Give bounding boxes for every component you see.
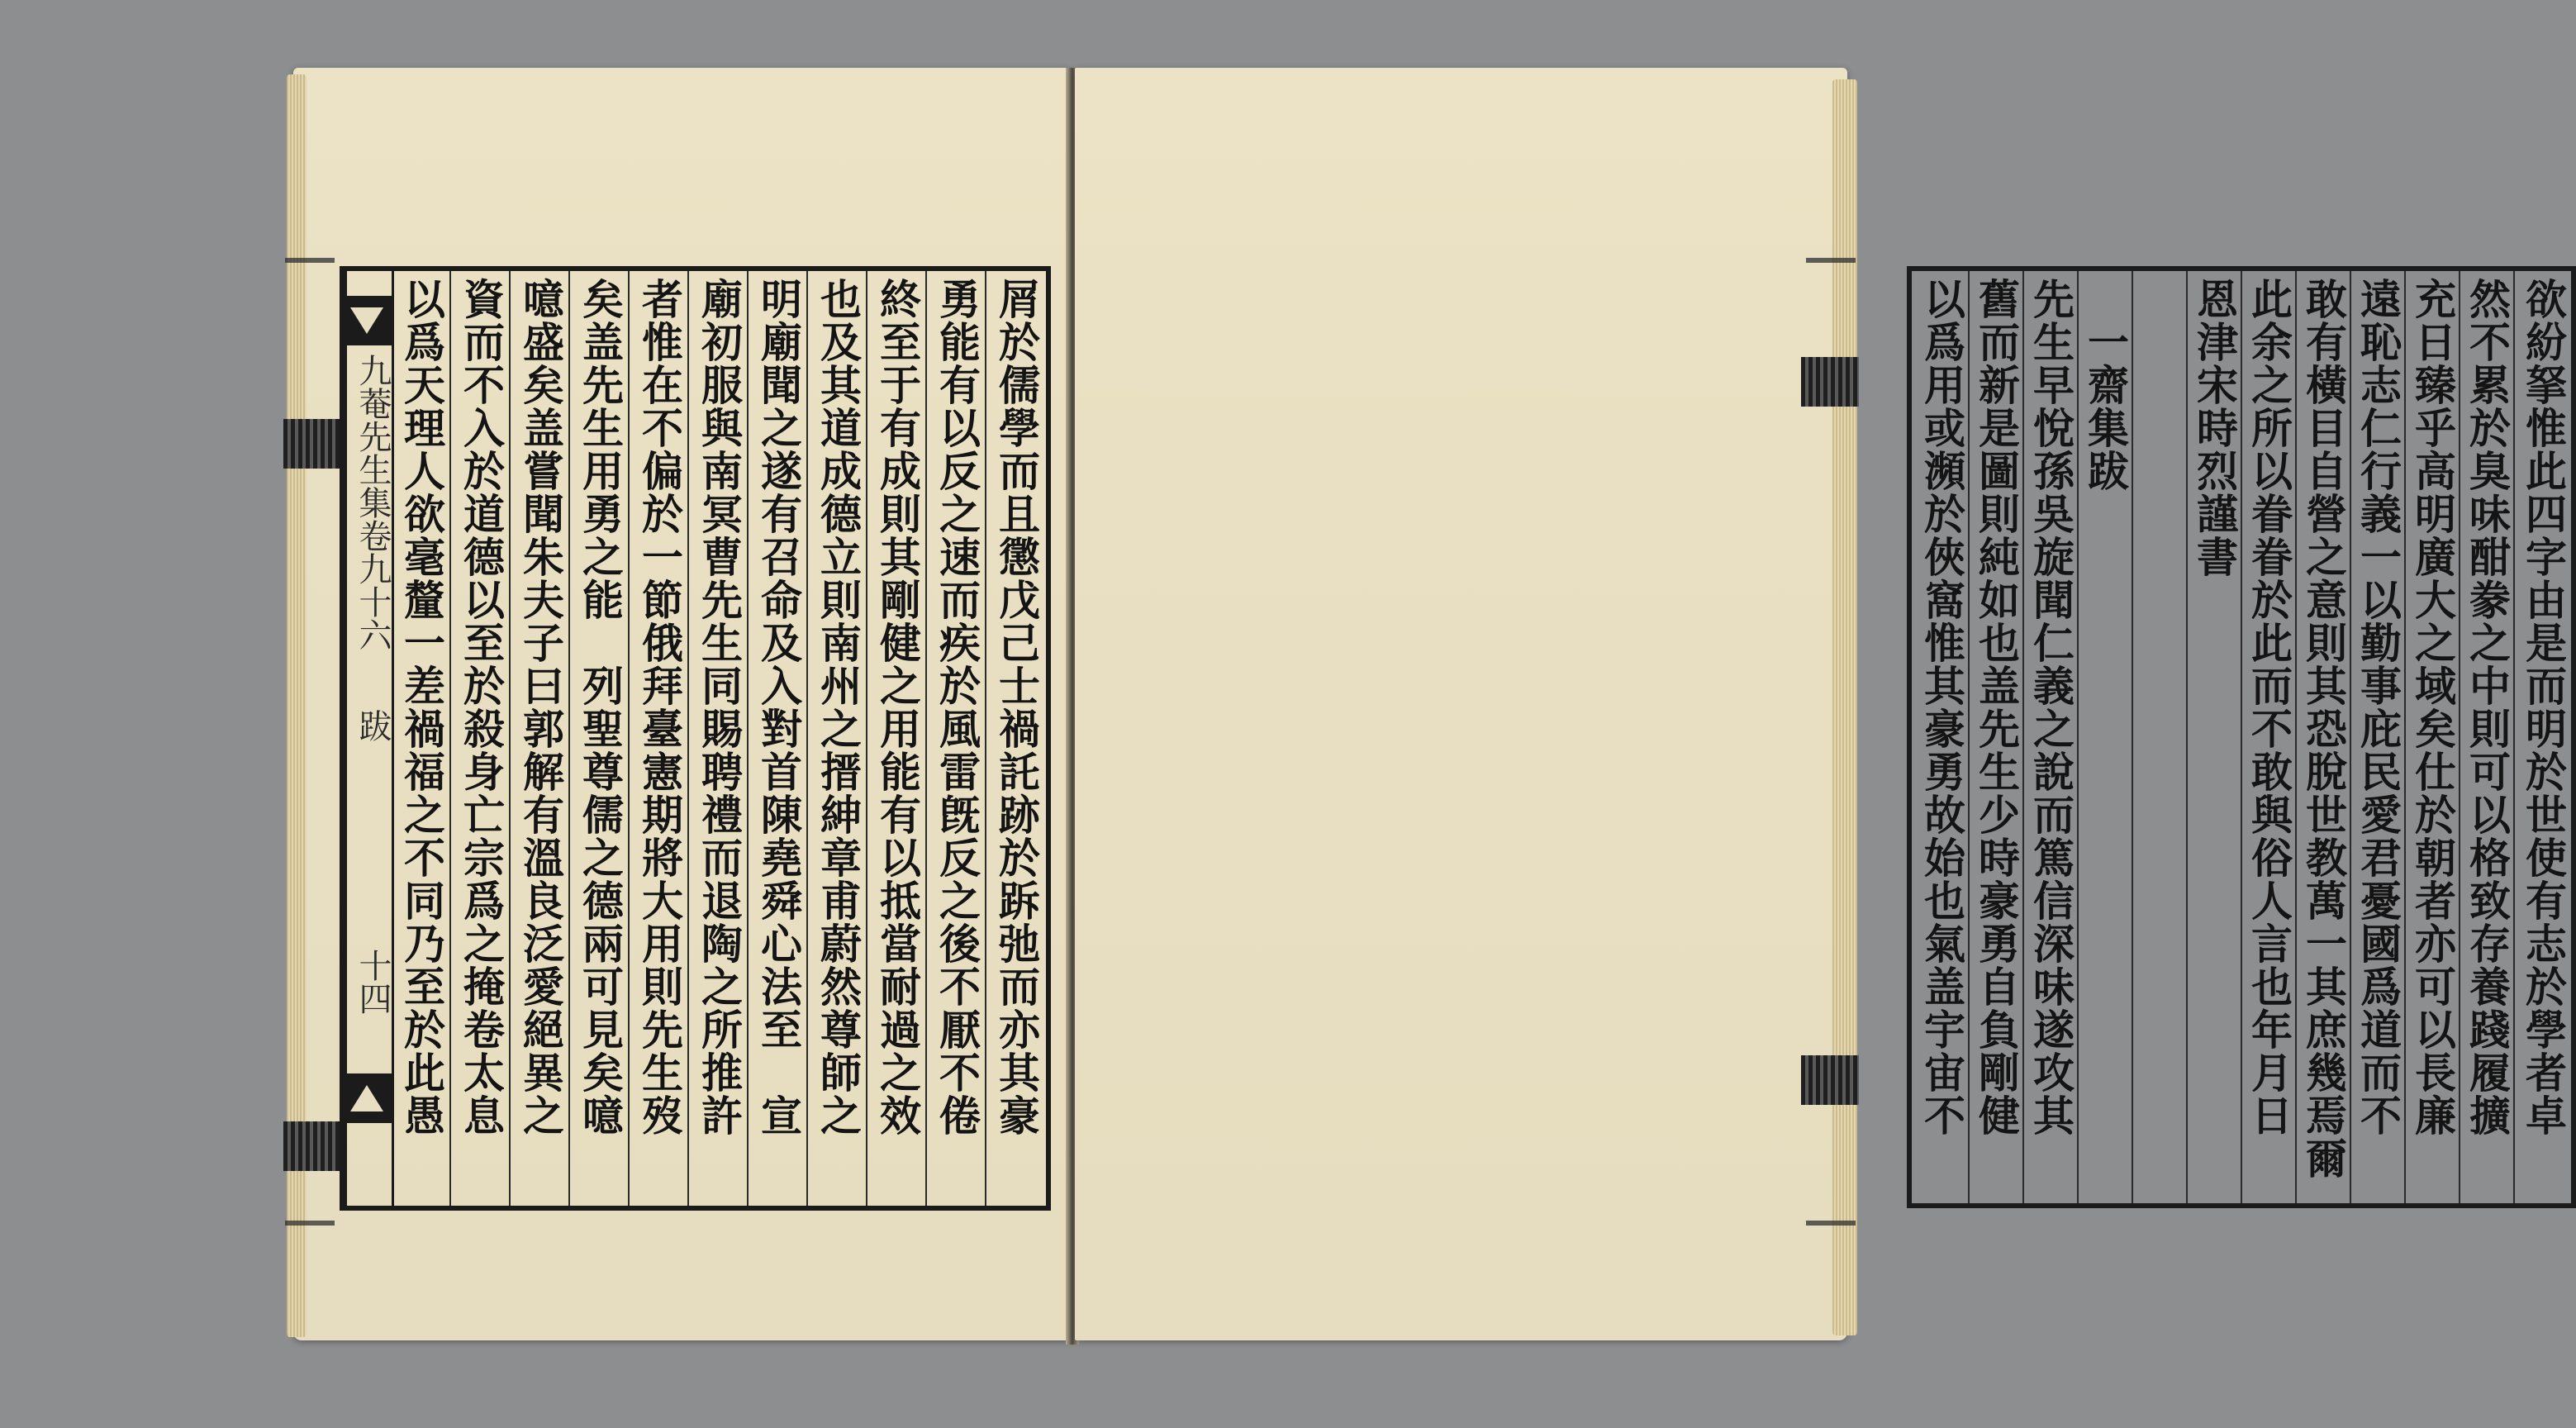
open-book: [293, 68, 2568, 1357]
text-column: 資而不入於道德以至於殺身亡宗爲之掩卷太息: [457, 278, 506, 1137]
left-text-frame: [340, 266, 1051, 1211]
text-column: 廟初服與南冥曹先生同賜聘禮而退陶之所推許: [695, 278, 744, 1137]
text-column: 充日臻乎高明廣大之域矣仕於朝者亦可以長廉: [2408, 278, 2457, 1137]
binding-tie: [1801, 357, 1859, 407]
column-rule: [1968, 271, 1970, 1203]
text-column: 終至于有成則其剛健之用能有以抵當耐過之效: [873, 278, 922, 1137]
column-rule: [687, 271, 689, 1206]
right-text-frame: [1907, 266, 2576, 1208]
column-rule: [2513, 271, 2515, 1203]
column-rule: [2459, 271, 2460, 1203]
left-page: [293, 68, 1070, 1340]
column-rule: [2295, 271, 2297, 1203]
binding-tie: [1801, 1055, 1859, 1105]
text-column: 明廟聞之遂有召命及入對首陳堯舜心法至 宣: [754, 278, 803, 1137]
column-rule: [747, 271, 749, 1206]
text-column: 以爲天理人欲毫釐一差禍福之不同乃至於此愚: [397, 278, 446, 1137]
binding-thread: [285, 258, 335, 263]
text-column: 噫盛矣盖嘗聞朱夫子曰郭解有溫良泛愛絕異之: [516, 278, 565, 1137]
fish-tail-mark: [342, 1073, 392, 1123]
column-rule: [568, 271, 570, 1206]
column-rule: [925, 271, 927, 1206]
binding-thread: [1806, 258, 1856, 263]
column-rule: [2132, 271, 2133, 1203]
section-heading: 一齋集跋: [2081, 321, 2130, 493]
text-column: 欲紛拏惟此四字由是而明於世使有志於學者卓: [2519, 278, 2568, 1137]
column-rule: [2022, 271, 2024, 1203]
text-column: 先生早悅孫吳旋聞仁義之說而篤信深味遂攻其: [2027, 278, 2075, 1137]
book-title-label: 九菴先生集卷九十六: [354, 354, 392, 651]
text-column: 勇能有以反之速而疾於風雷旣反之後不厭不倦: [933, 278, 981, 1137]
section-label: 跋: [354, 709, 392, 742]
text-column: 矣盖先生用勇之能 列聖尊儒之德兩可見矣噫: [576, 278, 625, 1137]
column-rule: [509, 271, 511, 1206]
column-rule: [449, 271, 451, 1206]
text-column: 也及其道成德立則南州之搢紳章甫蔚然尊師之: [814, 278, 863, 1137]
text-column: 恩津宋時烈謹書: [2190, 278, 2239, 578]
text-column: 此余之所以眷眷於此而不敢與俗人言也年月日: [2245, 278, 2293, 1137]
right-page-edge: [1832, 79, 1857, 1335]
text-column: 遠恥志仁行義一以勤事庇民愛君憂國爲道而不: [2354, 278, 2403, 1137]
right-page: [1075, 68, 2568, 1340]
text-column: 者惟在不偏於一節俄拜臺憲期將大用則先生歿: [635, 278, 684, 1137]
column-rule: [806, 271, 808, 1206]
column-rule: [2077, 271, 2079, 1203]
column-rule: [2350, 271, 2351, 1203]
column-rule: [2241, 271, 2242, 1203]
column-rule: [985, 271, 986, 1206]
text-column: 舊而新是圖則純如也盖先生少時豪勇自負剛健: [1972, 278, 2021, 1137]
text-column: 以爲用或瀕於俠窩惟其豪勇故始也氣盖宇宙不: [1918, 278, 1966, 1137]
text-column: [2133, 278, 2186, 1197]
binding-thread: [285, 1221, 335, 1226]
column-rule: [2404, 271, 2406, 1203]
fish-tail-mark: [342, 296, 392, 345]
text-column: 敢有橫目自營之意則其恐脫世教萬一其庶幾焉爾: [2299, 278, 2348, 1180]
text-column: 然不累於臭味酣豢之中則可以格致存養踐履擴: [2463, 278, 2512, 1137]
page-number-label: 十四: [354, 949, 392, 1015]
column-rule: [866, 271, 867, 1206]
text-column: 屑於儒學而且懲戊己士禍託跡於跅弛而亦其豪: [992, 278, 1041, 1137]
column-rule: [628, 271, 630, 1206]
center-fold-margin: [345, 271, 394, 1206]
binding-tie: [283, 419, 341, 469]
binding-thread: [1806, 1221, 1856, 1226]
binding-tie: [283, 1121, 341, 1171]
column-rule: [2186, 271, 2188, 1203]
